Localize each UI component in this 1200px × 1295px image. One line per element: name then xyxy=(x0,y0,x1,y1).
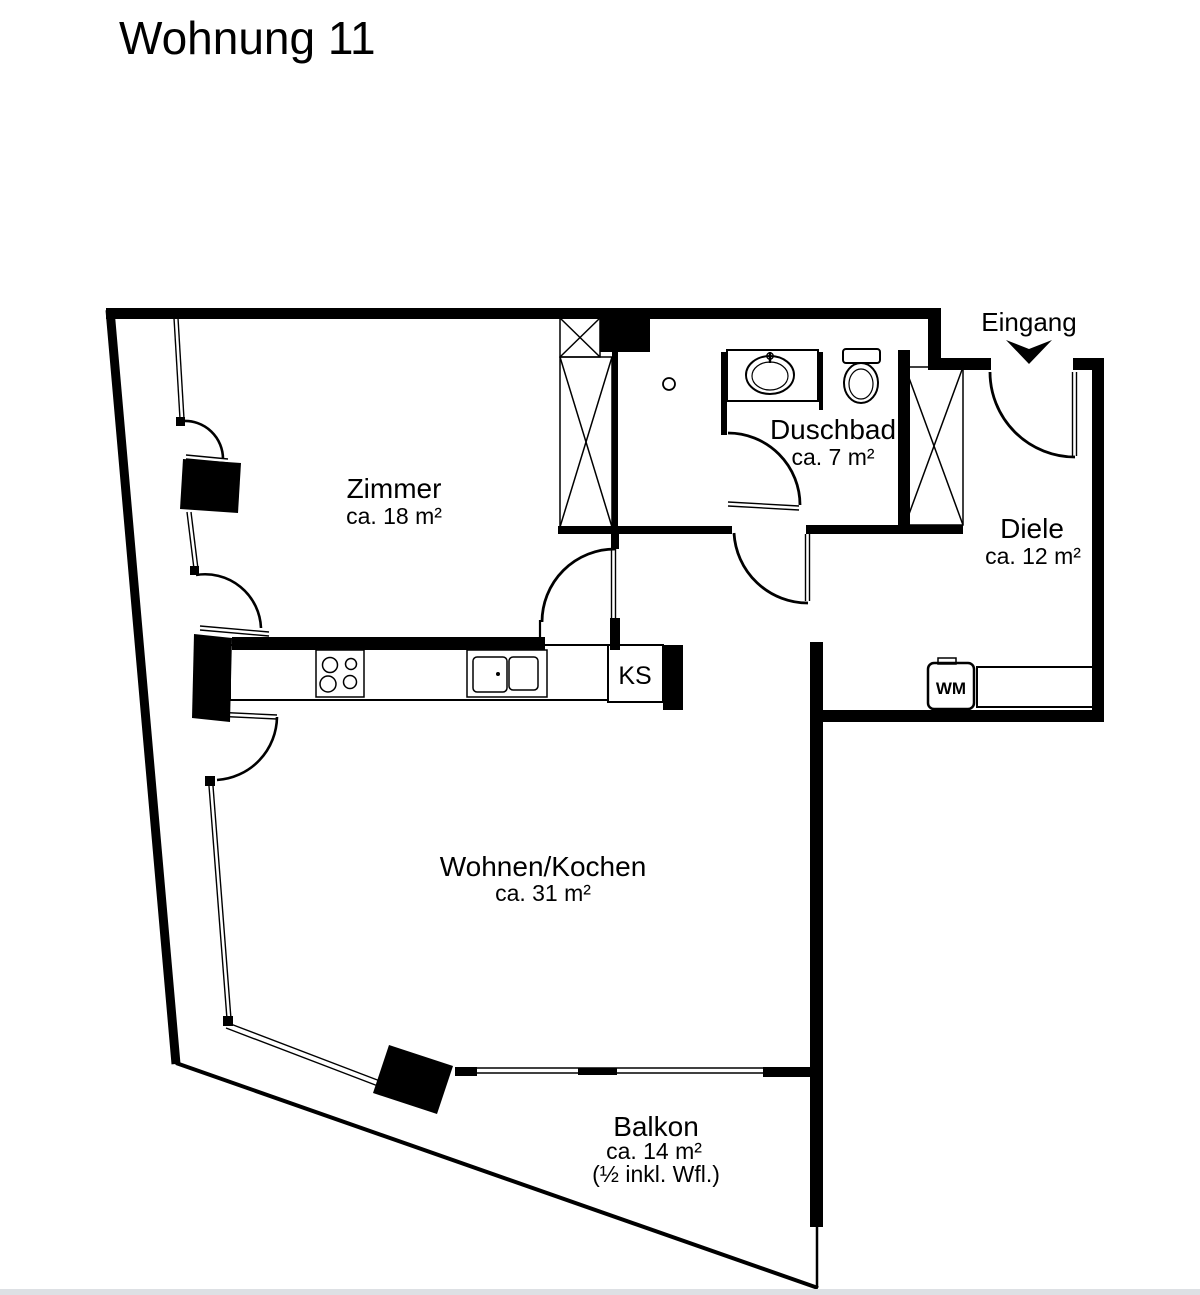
window-zimmer-upper xyxy=(174,318,184,419)
duschbad-area: ca. 7 m² xyxy=(791,444,875,470)
shaft-right xyxy=(902,367,963,533)
chimney-block xyxy=(180,459,241,513)
room-wohnen-kochen xyxy=(440,851,647,906)
shaft-top xyxy=(560,318,600,357)
door-diele-corridor xyxy=(734,533,810,603)
window-zimmer-lower xyxy=(187,512,198,569)
wohnen-name: Wohnen/Kochen xyxy=(439,851,647,882)
kitchen-wall-stub xyxy=(192,634,232,722)
wall-balcony-band-mid xyxy=(578,1068,617,1075)
shower-drain-icon xyxy=(663,378,675,390)
bathroom-fixtures xyxy=(663,349,880,403)
diele-name: Diele xyxy=(1000,513,1064,544)
wall-shaft-block xyxy=(600,312,650,352)
wall-left-outer xyxy=(110,310,176,1064)
door-entrance xyxy=(990,372,1077,457)
page-title: Wohnung 11 xyxy=(119,12,376,64)
diele-fixtures xyxy=(928,658,1094,709)
wall-jamb-upper xyxy=(611,533,619,549)
duschbad-name: Duschbad xyxy=(769,414,897,445)
entrance-label: Eingang xyxy=(981,307,1077,337)
zimmer-name: Zimmer xyxy=(346,473,442,504)
wall-balcony-band-right xyxy=(763,1067,818,1077)
room-duschbad xyxy=(770,414,896,470)
wall-bath-partition xyxy=(819,352,823,410)
door-zimmer-left-upper xyxy=(183,421,228,463)
fridge-label: KS xyxy=(618,662,652,690)
wall-entrance-corner xyxy=(928,308,941,370)
washer-label: WM xyxy=(935,679,967,698)
balcony-pillar xyxy=(373,1045,453,1114)
kitchen-counter xyxy=(230,645,608,700)
room-zimmer xyxy=(346,473,442,529)
kitchen-end-wall xyxy=(663,645,683,710)
window-wohnen-left xyxy=(209,786,231,1019)
stove xyxy=(316,650,364,697)
watermark-text: McGrundriss xyxy=(814,1018,825,1072)
entrance-arrow-icon xyxy=(1006,340,1052,364)
balkon-area: ca. 14 m² xyxy=(606,1138,702,1164)
room-balkon xyxy=(592,1111,720,1187)
diele-area: ca. 12 m² xyxy=(985,543,1081,569)
zimmer-area: ca. 18 m² xyxy=(346,503,442,529)
window-wohnen-corner xyxy=(226,1023,380,1086)
balkon-name: Balkon xyxy=(613,1111,699,1142)
wall-shaft-divider xyxy=(612,352,618,533)
walls xyxy=(106,308,1104,1288)
balcony-bottom-edge xyxy=(176,1063,818,1288)
entrance-marker xyxy=(981,307,1076,364)
shaft-left xyxy=(560,357,612,527)
kitchen-unit xyxy=(230,645,683,710)
washing-machine xyxy=(928,658,974,709)
footer-strip xyxy=(0,1289,1200,1295)
diele-counter xyxy=(977,667,1094,707)
door-zimmer-main xyxy=(540,549,616,648)
wohnen-area: ca. 31 m² xyxy=(495,880,591,906)
room-diele xyxy=(985,513,1081,569)
washbasin-icon xyxy=(746,352,794,394)
wall-balcony-band-left xyxy=(455,1067,477,1076)
toilet-icon xyxy=(843,349,880,403)
kitchen-sink xyxy=(467,650,547,697)
wall-kitchen xyxy=(232,637,545,650)
wall-wohnen-diele xyxy=(810,642,823,1227)
wall-top xyxy=(106,308,941,319)
door-zimmer-left-lower xyxy=(196,574,269,636)
wall-diele-bottom xyxy=(810,710,1104,722)
balkon-note: (½ inkl. Wfl.) xyxy=(592,1161,720,1187)
window-balcony-door xyxy=(477,1068,763,1073)
door-wohnen-left xyxy=(213,712,277,780)
wall-diele-top xyxy=(941,358,991,370)
